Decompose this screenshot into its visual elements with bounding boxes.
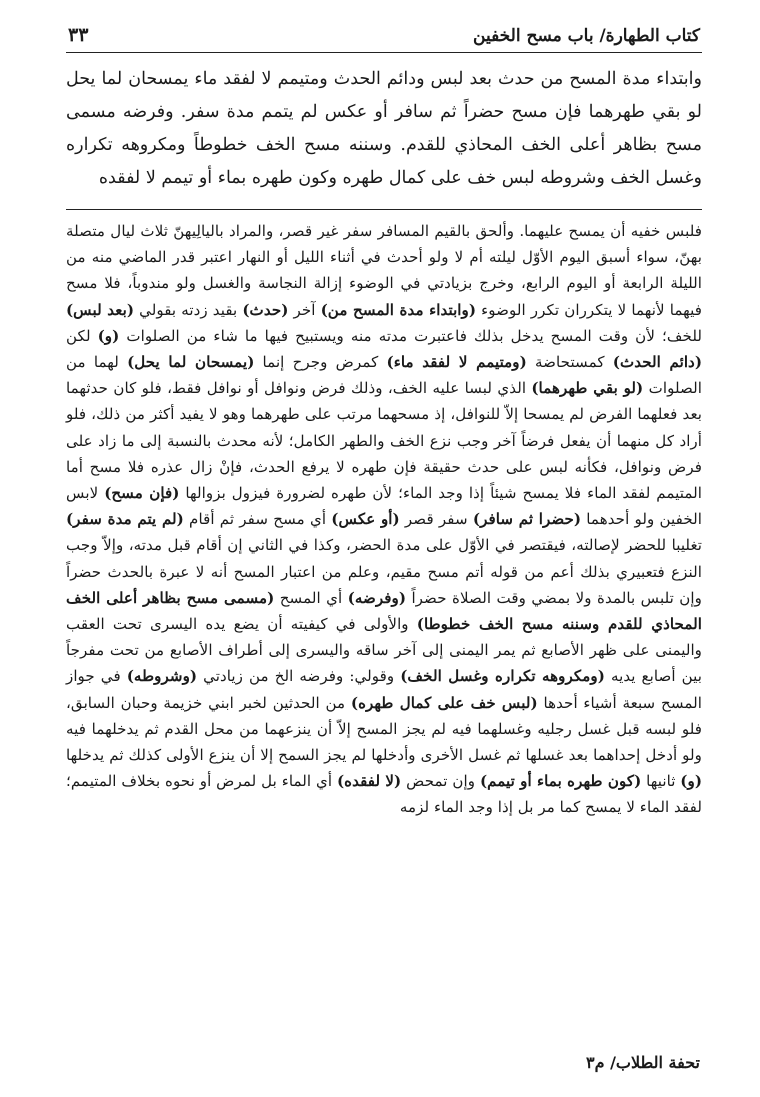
- quoted-matn-phrase: (حضرا ثم سافر): [472, 510, 582, 529]
- page-header: [66, 18, 702, 53]
- quoted-matn-phrase: (وابتداء مدة المسح من): [320, 300, 477, 319]
- commentary-text: سفر قصر: [399, 510, 473, 529]
- quoted-matn-phrase: (يمسحان لما يحل): [127, 353, 255, 372]
- quoted-matn-phrase: (و): [680, 772, 703, 791]
- commentary-text: وقولي: وفرضه الخ من زيادتي: [197, 667, 401, 686]
- quoted-matn-phrase: (أو عكس): [331, 510, 400, 529]
- chapter-title: كتاب الطهارة/ باب مسح الخفين: [473, 26, 700, 46]
- commentary-text: وإن تمحض: [401, 772, 480, 791]
- commentary-text: لكن: [66, 326, 98, 345]
- commentary-text: للخف؛ لأن وقت المسح يدخل بذلك فاعتبرت مدته منه ويستبيح فيها ما شاء من الصلوات: [119, 326, 702, 345]
- quoted-matn-phrase: (كون طهره بماء أو تيمم): [479, 772, 642, 791]
- commentary-text: أي الماء بل لمرض أو نحوه بخلاف المتيمم؛ لفقد الماء لا يمسح كما مر بل إذا وجد الماء لزمه: [66, 772, 702, 817]
- quoted-matn-phrase: (وفرضه): [347, 588, 407, 607]
- page-footer: تحفة الطلاب/ م٣: [586, 1053, 700, 1072]
- commentary-text: أي المسح: [274, 588, 348, 607]
- commentary-text: كمرض وجرح إنما: [254, 353, 387, 372]
- commentary-divider: [66, 209, 702, 210]
- commentary-text: كمستحاضة: [526, 353, 613, 372]
- main-text: [66, 63, 702, 195]
- commentary-text: الذي لبسا عليه الخف، وذلك فرض ونوافل أو نوافل فقط، فلو كان حدثهما بعد فعلهما الفرض لم يمسحا إلاّ للنوافل، إذ مسحهما مرتب على طهرهما وهو لا يفيد أكثر من ذلك، فلو أراد كل منهما أن يفعل فرضاً آخر وجب نزع الخف والطهر الكامل؛ لأنه محدث بالنسبة إلى ما زاد على فرض ونوافل، فكأنه لبس على حدث حقيقة فإن طهره لا يرفع الحدث، فإنْ زال عذره فلا مسح أما المتيمم لفقد الماء فلا يمسح شيئاً إذا وجد الماء؛ لأن طهره لضرورة فيزول بزوالها: [66, 379, 702, 503]
- quoted-matn-phrase: (لا لفقده): [336, 772, 402, 791]
- commentary: [66, 218, 702, 821]
- quoted-matn-phrase: (حدث): [242, 300, 289, 319]
- commentary-text: لهما من الصلوات: [66, 353, 702, 398]
- commentary-text: والأولى في كيفيته أن يضع يده اليسرى تحت العقب واليمنى على ظهر الأصابع ثم يمر اليمنى إلى آخر ساقه واليسرى إلى أطراف الأصابع من تحت مفرجاً بين أصابع يديه: [66, 615, 702, 686]
- quoted-matn-phrase: (بعد لبس): [66, 300, 135, 319]
- quoted-matn-phrase: (ومتيمم لا لفقد ماء): [386, 353, 527, 372]
- book-page: [66, 18, 702, 1078]
- commentary-text: لابس الخفين ولو أحدهما: [66, 484, 702, 529]
- commentary-text: أي مسح سفر ثم أقام: [183, 510, 332, 529]
- quoted-matn-phrase: (فإن مسح): [104, 484, 180, 503]
- commentary-text: آخر: [288, 300, 321, 319]
- commentary-text: بقيد زدته بقولي: [134, 300, 243, 319]
- quoted-matn-phrase: (ومكروهه تكراره وغسل الخف): [400, 667, 605, 686]
- quoted-matn-phrase: (دائم الحدث): [612, 353, 703, 372]
- page-number: ٣٣: [68, 24, 89, 46]
- quoted-matn-phrase: (وشروطه): [126, 667, 198, 686]
- commentary-paragraph: [66, 218, 702, 821]
- quoted-matn-phrase: (لم يتم مدة سفر): [66, 510, 184, 529]
- commentary-text: ثانيها: [641, 772, 681, 791]
- quoted-matn-phrase: (لو بقي طهرهما): [531, 379, 644, 398]
- quoted-matn-phrase: (لبس خف على كمال طهره): [350, 693, 538, 712]
- commentary-text: من الحدثين لخبر ابني خزيمة وحبان السابق، فلو لبسه قبل غسل رجليه وغسلهما فيه لم يجز المسح إلاّ أن ينزعهما من محل القدم ثم يدخلهما فيه ولو أدخل إحداهما بعد غسلها ثم غسل الأخرى وأدخلها لم يجز السمح إلا أن ينزع الأولى كذلك ثم يدخلها: [66, 693, 702, 765]
- commentary-text: تغليبا للحضر لإصالته، فيقتصر في الأوّل على مدة الحضر، وكذا في الثاني إن أقام قبل مدته، وإلاّ وجب النزع فتعبيري بذلك أعم من قوله أتم مسح مقيم، وعلم من اعتبار المسح أنه لا عبرة بالحدث حضراً وإن تلبس بالمدة ولا بمضي وقت الصلاة حضراً: [66, 536, 702, 607]
- quoted-matn-phrase: (مسمى مسح بظاهر أعلى الخف المحاذي للقدم وسننه مسح الخف خطوطا): [66, 588, 702, 634]
- main-text-paragraph: وابتداء مدة المسح من حدث بعد لبس ودائم الحدث ومتيمم لا لفقد ماء يمسحان لما يحل لو بقي طهرهما فإن مسح حضراً ثم سافر أو عكس لم يتمم مدة سفر. وفرضه مسمى مسح بظاهر أعلى الخف المحاذي للقدم. وسننه مسح الخف خطوطاً ومكروهه تكراره وغسل الخف وشروطه لبس خف على كمال طهره وكون طهره بماء أو تيمم لا لفقده: [66, 69, 702, 188]
- commentary-text: فلبس خفيه أن يمسح عليهما. وألحق بالقيم المسافر سفر غير قصر، والمراد باليالِيهنّ ثلاث ليال متصلة بهنّ، سواء أسبق اليوم الأوّل ليلته أم لا ولو أحدث في أثناء الليل أو النهار اعتبر قدر الماضي منه من الليلة الرابعة أو اليوم الرابع، وخرج بزيادتي في الوضوء إزالة النجاسة والغسل ولو مندوباً، فلا مسح فيهما لأنهما لا يتكرران تكرر الوضوء: [66, 222, 702, 319]
- commentary-text: في جواز المسح سبعة أشياء أحدها: [66, 667, 702, 712]
- quoted-matn-phrase: (و): [97, 326, 120, 345]
